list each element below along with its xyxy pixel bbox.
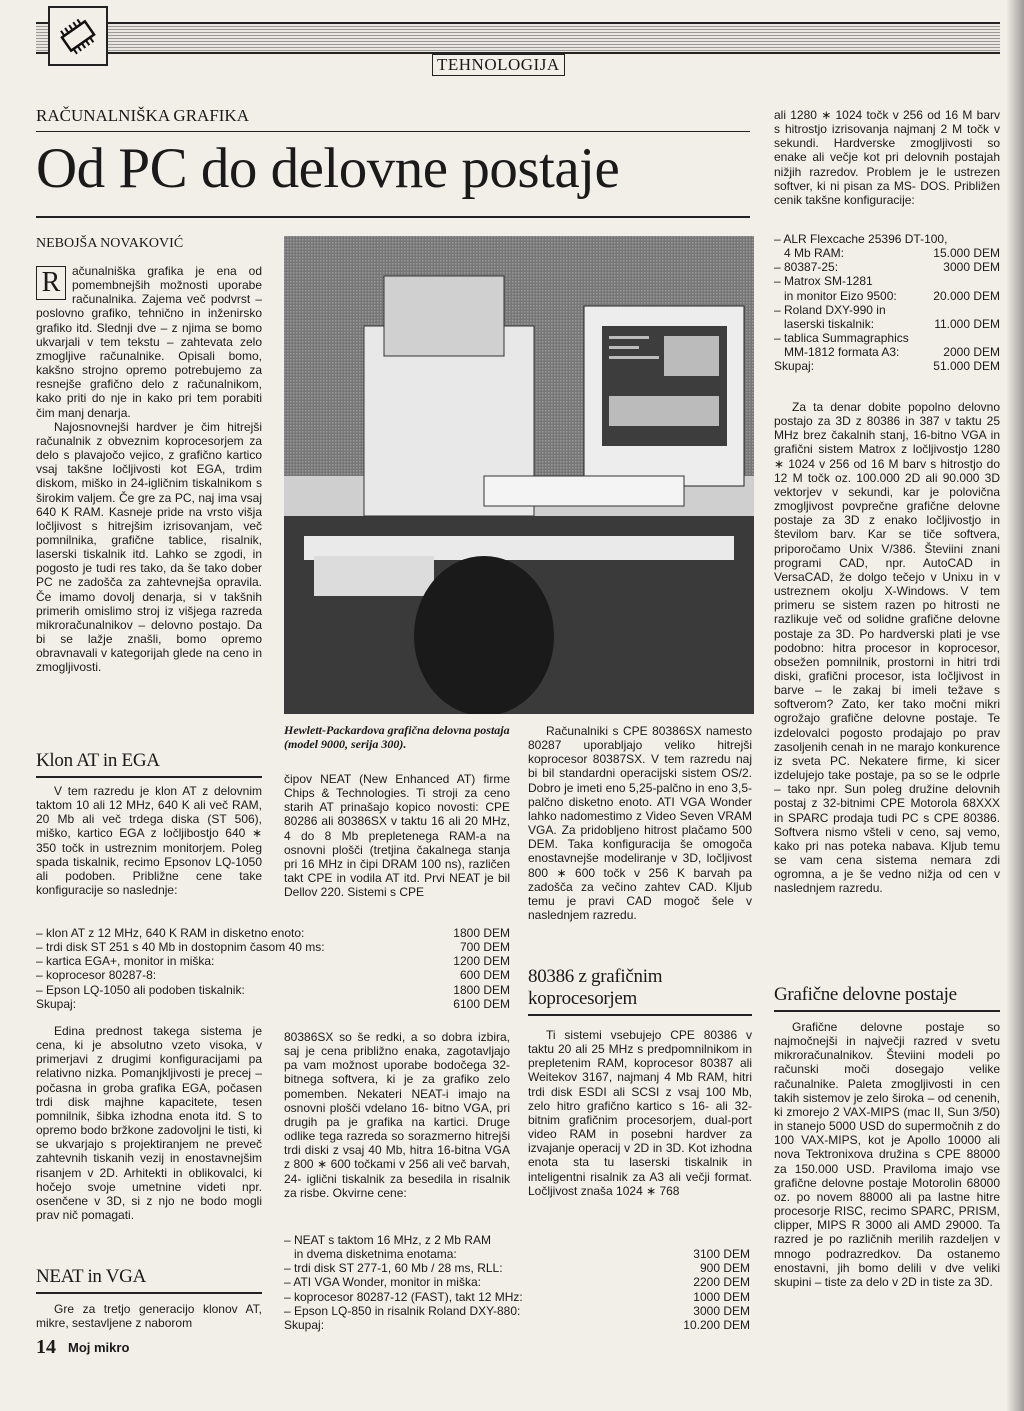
heading-80386: 80386 z grafičnim koprocesorjem bbox=[528, 966, 752, 1016]
price-row: – Epson LQ-850 in risalnik Roland DXY-880: 3000 DEM bbox=[284, 1303, 750, 1318]
price-row: – tablica Summagraphics bbox=[774, 331, 909, 346]
col2-top-text: čipov NEAT (New Enhanced AT) firme Chips & Technologies. Ti stroji za ceno starih AT prinašajo kopico novosti: CPE 80286 ali 80386SX v taktu 16 ali 20 MHz, 4 do 8 Mb prepletenega RAM-a na osnovni plošči (tretjina čakalnega stanja pri 16 MHz in čipi DRAM 100 ns), različen takt CPE in vodila AT itd. Prvi NEAT je bil Dellov 220. Sistemi s CPE bbox=[284, 772, 510, 900]
price-row: in monitor Eizo 9500: 20.000 DEM bbox=[774, 288, 1000, 303]
price-row: – Matrox SM-1281 bbox=[774, 274, 873, 289]
price-row: – Epson LQ-1050 ali podoben tiskalnik: 1800 DEM bbox=[36, 982, 510, 997]
price-row: MM-1812 formata A3: 2000 DEM bbox=[774, 345, 1000, 360]
header-bar bbox=[36, 22, 1000, 54]
section-80386-text: Ti sistemi vsebujejo CPE 80386 v taktu 20 ali 25 MHz s predpomnilnikom in prepletenim RAM, koprocesor 80387 ali Weitekov 3167, najmanj 4 Mb RAM, hitri trdi disk ESDI ali SCSI z vsaj 100 Mb, zelo hitro grafično kartico s 16- ali 32-bitnim grafičnim procesorjem, dual-port video RAM in posebni hardver za izvajanje operacij v 2D in 3D. Kot izhodna enota sta tu laserski tiskalnik in inteligentni risalnik za A3 ali večji format. Ločljivost znaša 1024 ∗ 768 bbox=[528, 1028, 752, 1198]
page-title: Od PC do delovne postaje bbox=[36, 137, 620, 200]
price-list-2 bbox=[284, 1233, 750, 1332]
graficne-paragraph: Grafične delovne postaje so najmočnejši in največji razred v svetu mikroračunalnikov. Števiini modeli po računski moči dosegajo velike računalnike. Paleta zmogljivosti in cen takih sistemov je zelo široka – od cenenih, ki zmorejo 2 VAX-MIPS (mac II, Sun 3/50) in stanejo 5000 USD do supermočnih z do 100 VAX-MIPS, kot je Apollo 10000 ali nova Tektronixova družina s CPE 88000 za 150.000 USD. Praviloma imajo vse grafične delovne postaje Motorolin 68000 oz. po novem 88000 ali pa lastne hitre procesorje RISC, recimo SPARC, PRISM, clipper, MIPS R 3000 ali AMD 29000. Ta razred je po različnih merilih razdeljen v mnogo podrazredkov. Da ostanemo enostavni, jih bomo delili v dve veliki skupini – tiste za delo v 2D in tiste za 3D. bbox=[774, 1020, 1000, 1289]
price-row: – NEAT s taktom 16 MHz, z 2 Mb RAM bbox=[284, 1233, 491, 1247]
heading-graficne: Grafične delovne postaje bbox=[774, 984, 1000, 1012]
photo-caption: Hewlett-Packardova grafična delovna postaja (model 9000, serija 300). bbox=[284, 723, 510, 751]
price-row: – Roland DXY-990 in bbox=[774, 302, 886, 317]
dropcap: R bbox=[36, 266, 66, 300]
price-row: – ALR Flexcache 25396 DT-100, bbox=[774, 232, 948, 246]
price-row: laserski tiskalnik: 11.000 DEM bbox=[774, 316, 1000, 331]
price-row: – koprocesor 80287-12 (FAST), takt 12 MHz: 1000 DEM bbox=[284, 1289, 750, 1304]
price-row: – koprocesor 80287-8: 600 DEM bbox=[36, 968, 510, 983]
col3-top-text: Računalniki s CPE 80386SX namesto 80287 uporabljajo veliko hitrejši koprocesor 80387SX. V tem razredu naj bi bil standardni operacijski sistem OS/2. Dobro je imeti eno 5,25-palčno in eno 3,5-palčno disketno enoto. ATI VGA Wonder lahko nadomestimo z Video Seven VRAM VGA. Za pridobljeno hitrost plačamo 500 DEM. Taka konfiguracija še omogoča enostavnejše modeliranje v 3D, ločljivost 800 ∗ 600 točk v 256 K barvah pa zadošča za večino zahtev CAD. Kljub temu je pravi CAD mogoč šele v naslednjem razredu. bbox=[528, 724, 752, 923]
price-row: – trdi disk ST 277-1, 60 Mb / 28 ms, RLL: 900 DEM bbox=[284, 1261, 750, 1276]
page-number: 14 bbox=[36, 1336, 56, 1358]
intro-text bbox=[36, 264, 262, 675]
col4-mid-text: Za ta denar dobite popolno delovno postajo za 3D z 80386 in 387 v taktu 25 MHz brez čakalnih stanj, 16-bitno VGA in grafični sistem Matrox z ločljivostjo 1280 ∗ 1024 v 256 od 16 M barv s hitrostjo do 12 M točk oz. 100.000 2D ali 90.000 3D vektorjev v sekundi, kar je polovična zmogljivost povprečne grafične delovne postaje za 3D z enako ločljivostjo in številom barv. Kar se tiče softvera, priporočamo Unix V/386. Števiini znani programi CAD, npr. AutoCAD in VersaCAD, že dolgo tečejo v Unixu in v ustreznem okolju X-Windows. V tem primeru se sistem razen po hitrosti ne razlikuje več od solidne grafične delovne postaje za 3D. Po hardverski plati je vse podobno: hitra procesor in koprocesor, obsežen pomnilnik, prostorni in hitri trdi diski, grafični procesor, ista ločljivost in barve – le zakaj bi imeli težave s softverom? Zato, ker tako močni mikri ogrožajo grafične delovne postaje. Te izdelovalci pogosto prodajajo po prav zasoljenih cenah in ne marajo konkurence iz sveta PC. Nekatere firme, ki sicer izdelujejo take postaje, pa so se le odprle – tako npr. Sun poleg družine delovnih postaj z 32-bitnimi CPE Motorola 68XXX in SPARC prodaja tudi PC s CPE 80386. Softvera nismo všteli v ceno, saj vemo, kako pri nas poteka nabava. Kljub temu se vam cena sistema nemara zdi ogromna, a je še vedno nižja od cen v naslednjem razredu. bbox=[774, 400, 1000, 896]
price-row: – 80387-25: 3000 DEM bbox=[774, 260, 1000, 275]
col4-top-text: ali 1280 ∗ 1024 točk v 256 od 16 M barv s hitrostjo izrisovanja najmanj 2 M točk v sekundi. Hardverske zmogljivosti so enake ali večje kot pri delovnih postajah nižjih razredov. Problem je le ustrezen softver, ki ni pisan za MS- DOS. Približen cenik takšne konfiguracije: bbox=[774, 108, 1000, 207]
price-row: – trdi disk ST 251 s 40 Mb in dostopnim časom 40 ms: 700 DEM bbox=[36, 940, 510, 955]
price-row: – klon AT z 12 MHz, 640 K RAM in disketno enoto: 1800 DEM bbox=[36, 926, 510, 940]
section-label: TEHNOLOGIJA bbox=[432, 54, 565, 76]
col2-bottom-text: 80386SX so še redki, a so dobra izbira, saj je cena približno enaka, zagotavljajo pa vam možnost uporabe bodočega 32-bitnega softvera, ki je za grafiko zelo pomemben. Nekateri NEAT-i imajo na osnovni plošči vdelano 16- bitno VGA, pri drugih pa je grafika na kartici. Druge odlike tega razreda so sorazmerno hitrejši trdi diski z vsaj 40 Mb, hitra 16-bitna VGA z 800 ∗ 600 točkami v 256 ali več barvah, 24- iglični tiskalnik za besedila in risalnik za risbe. Okvirne cene: bbox=[284, 1030, 510, 1200]
price-total-row: Skupaj: 51.000 DEM bbox=[774, 359, 1000, 374]
neat-paragraph: Gre za tretjo generacijo klonov AT, mikre, sestavljene z naborom bbox=[36, 1302, 262, 1331]
price-row: in dvema disketnima enotama: 3100 DEM bbox=[284, 1247, 750, 1262]
price-row: – ATI VGA Wonder, monitor in miška: 2200 DEM bbox=[284, 1275, 750, 1290]
author-byline: NEBOJŠA NOVAKOVIĆ bbox=[36, 236, 184, 251]
price-list-1 bbox=[36, 926, 510, 1011]
price-list-3 bbox=[774, 232, 1000, 374]
heading-klon: Klon AT in EGA bbox=[36, 750, 262, 778]
kicker: RAČUNALNIŠKA GRAFIKA bbox=[36, 106, 249, 125]
intro-paragraph-2: Najosnovnejši hardver je čim hitrejši računalnik z obveznim koprocesorjem za delo s plavajočo vejico, z grafično kartico vsaj takšne ločljivosti kot EGA, trdim diskom, miško in 24-igličnim tiskalnikom s širokim valjem. Če gre za PC, naj ima vsaj 640 K RAM. Kasneje pride na vrsto višja ločljivost s hitrejšim izrisovanjam, več pomnilnika, grafične tablice, risalnik, laserski tiskalnik itd. Lahko se zgodi, in pogosto je tudi res tako, da še tako dober PC ne zadošča za zahtevnejša opravila. Če imamo dovolj denarja, si v takšnih primerih omislimo stroj iz višjega razreda mikroračunalnikov – delovno postajo. Da bi se lažje znašli, bomo opremo obravnavali v kategorijah glede na ceno in zmogljivosti. bbox=[36, 419, 262, 675]
magazine-name: Moj mikro bbox=[68, 1340, 130, 1355]
price-row: – kartica EGA+, monitor in miška: 1200 DEM bbox=[36, 954, 510, 969]
page-edge-shadow bbox=[1006, 0, 1024, 1411]
price-row: 4 Mb RAM: 15.000 DEM bbox=[774, 246, 1000, 261]
klon-paragraph: V tem razredu je klon AT z delovnim taktom 10 ali 12 MHz, 640 K ali več RAM, 20 Mb ali več trdega diska (ST 506), miško, kartico EGA z ločljibostjo 640 ∗ 350 točk in ustreznim monitorjem. Poleg spada tiskalnik, recimo Epsonov LQ-1050 ali podoben. Približne cene take konfiguracije so naslednje: bbox=[36, 784, 262, 898]
chip-icon bbox=[48, 6, 108, 66]
workstation-photo bbox=[284, 236, 754, 714]
intro-paragraph-1: ačunalniška grafika je ena od pomembnejših možnosti uporabe računalnika. Zajema več podvrst – poslovno grafiko, tehnično in inženirsko grafiko itd. Slednji dve – z njima se bomo ukvarjali v tem tekstu – zahtevata zelo zmogljive računalnike. Opisali bomo, kakšno strojno opremo potrebujemo za resnejše grafično delo z računalnikom, kako priti do nje in kako pri tem porabiti čim manj denarja. bbox=[36, 264, 262, 420]
col1-bottom-text: Edina prednost takega sistema je cena, ki je absolutno vzeto visoka, v primerjavi z drugimi konfiguracijami pa relativno nizka. Pomanjkljivosti je precej – počasna in groba grafika EGA, počasen trdi disk majhne kapacitete, tesen pomnilnik, šibka izhodna enota itd. S to opremo bodo bržkone zadovoljni le tisti, ki se ukvarjajo s projektiranjem ne preveč zahtevnih tiskanih vezij in enostavnejšim risanjem v 2D. Arhitekti in oblikovalci, ki hočejo svoje umetnine videti npr. osenčene v 3D, si z njo ne bodo mogli prav nič pomagati. bbox=[36, 1024, 262, 1223]
heading-neat: NEAT in VGA bbox=[36, 1266, 262, 1294]
price-total-row: Skupaj: 6100 DEM bbox=[36, 996, 510, 1011]
price-total-row: Skupaj: 10.200 DEM bbox=[284, 1317, 750, 1332]
